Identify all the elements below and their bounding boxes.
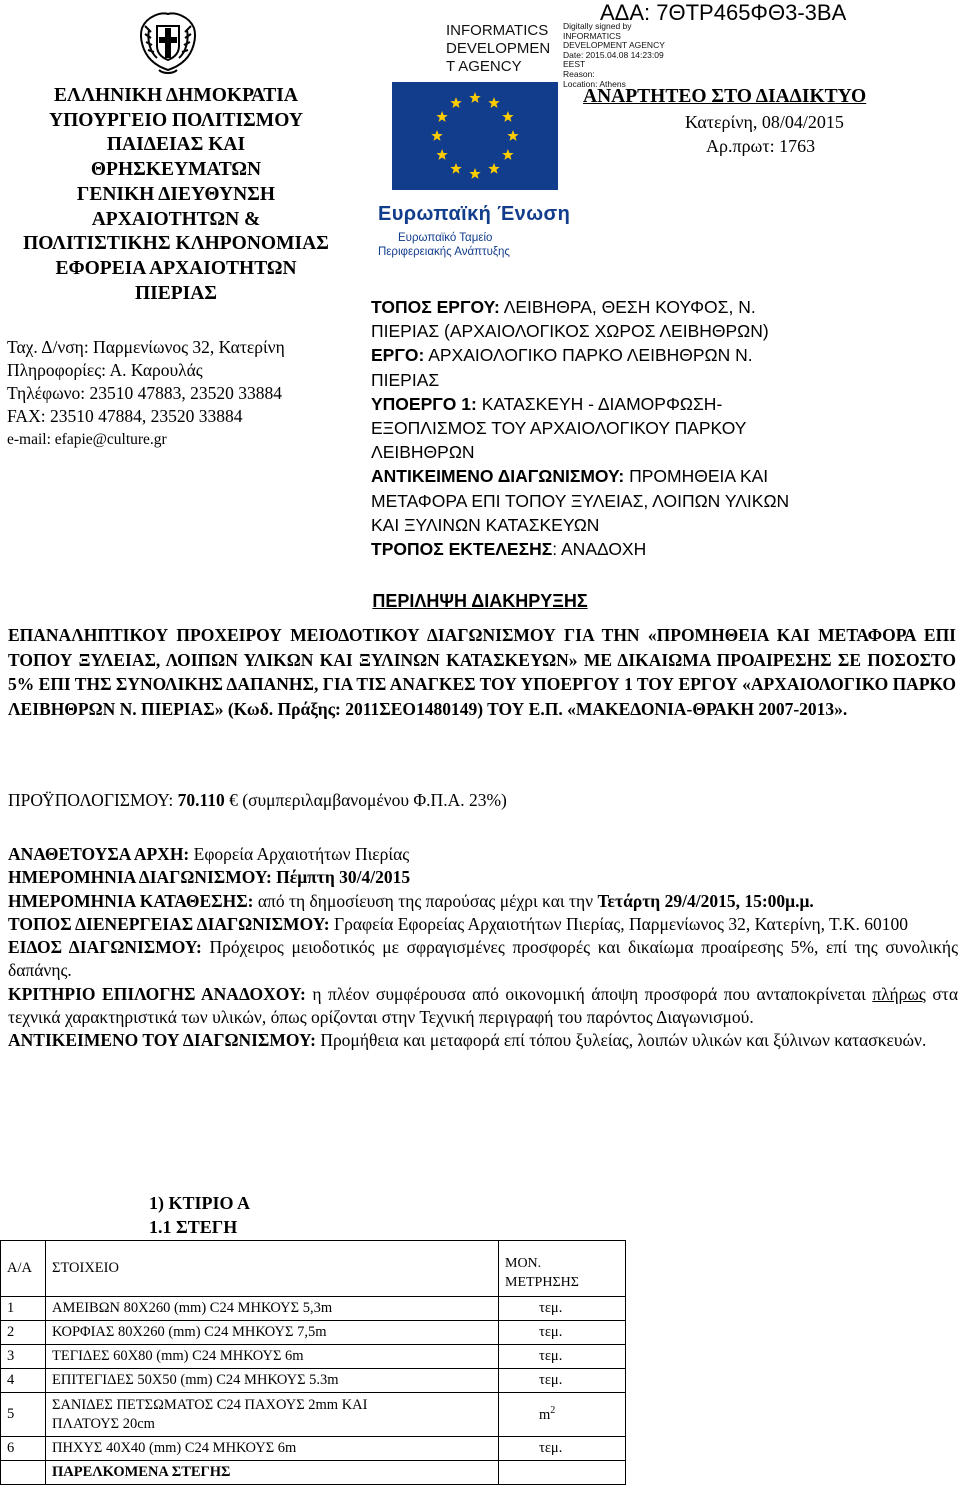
eu-logo-fund: Ευρωπαϊκό Ταμείο bbox=[398, 232, 493, 244]
authority-value: Εφορεία Αρχαιοτήτων Πιερίας bbox=[189, 844, 410, 864]
signature-name-line: DEVELOPMEN bbox=[446, 40, 551, 57]
cell-empty bbox=[499, 1461, 626, 1485]
object-value: ΠΡΟΜΗΘΕΙΑ ΚΑΙ bbox=[624, 466, 769, 487]
type-value: Πρόχειρος μειοδοτικός με σφραγισμένες προσφορές και δικαίωμα προαίρεσης 5%, επί της συνολικής δαπάνης. bbox=[8, 937, 958, 981]
cell-no: 1 bbox=[1, 1297, 46, 1321]
place-label: ΤΟΠΟΣ ΕΡΓΟΥ: bbox=[371, 297, 500, 317]
criterion-emphasis: πλήρως bbox=[872, 983, 926, 1004]
issuer-header bbox=[0, 84, 352, 306]
table-footer-row bbox=[1, 1461, 626, 1485]
issuer-line: ΕΛΛΗΝΙΚΗ ΔΗΜΟΚΡΑΤΙΑ bbox=[54, 85, 298, 106]
address: Ταχ. Δ/νση: Παρμενίωνος 32, Κατερίνη bbox=[7, 337, 285, 357]
protocol-number: Αρ.πρωτ: 1763 bbox=[706, 136, 816, 156]
header-unit-line: ΜΕΤΡΗΣΗΣ bbox=[505, 1274, 579, 1290]
cell-item: ΕΠΙΤΕΓΙΔΕΣ 50Χ50 (mm) C24 ΜΗΚΟΥΣ 5.3m bbox=[46, 1369, 499, 1393]
location-value: Γραφεία Εφορείας Αρχαιοτήτων Πιερίας, Παρμενίωνος 32, Κατερίνη, Τ.Κ. 60100 bbox=[329, 913, 908, 934]
work-label: ΕΡΓΟ: bbox=[371, 345, 425, 366]
issuer-line: ΓΕΝΙΚΗ ΔΙΕΥΘΥΝΣΗ bbox=[76, 183, 276, 205]
eu-flag-icon bbox=[392, 82, 558, 190]
document-date: Κατερίνη, 08/04/2015 bbox=[685, 112, 844, 132]
cell-no: 2 bbox=[1, 1321, 46, 1345]
posting-notice: ΑΝΑΡΤΗΤΕΟ ΣΤΟ ΔΙΑΔΙΚΤΥΟ bbox=[583, 86, 867, 107]
section-title: 1.1 ΣΤΕΓΗ bbox=[149, 1217, 238, 1237]
table-row bbox=[1, 1297, 626, 1321]
cell-item: ΚΟΡΦΙΑΣ 80Χ260 (mm) C24 ΜΗΚΟΥΣ 7,5m bbox=[46, 1321, 499, 1345]
cell-footer: ΠΑΡΕΛΚΟΜΕΝΑ ΣΤΕΓΗΣ bbox=[46, 1461, 499, 1485]
building-title: 1) ΚΤΙΡΙΟ Α bbox=[149, 1193, 251, 1213]
object-value-cont: ΚΑΙ ΞΥΛΙΝΩΝ ΚΑΤΑΣΚΕΥΩΝ bbox=[371, 514, 600, 535]
cell-no: 4 bbox=[1, 1369, 46, 1393]
issuer-line: ΥΠΟΥΡΓΕΙΟ ΠΟΛΙΤΙΣΜΟΥ bbox=[49, 109, 303, 131]
object-label-2: ΑΝΤΙΚΕΙΜΕΝΟ ΤΟΥ ΔΙΑΓΩΝΙΣΜΟΥ: bbox=[8, 1030, 316, 1051]
cell-item-line: ΠΛΑΤΟΥΣ 20cm bbox=[52, 1415, 155, 1432]
table-row bbox=[1, 1393, 626, 1437]
cell-unit: τεμ. bbox=[499, 1297, 626, 1321]
signature-name bbox=[446, 22, 550, 76]
deposit-label: ΗΜΕΡΟΜΗΝΙΑ ΚΑΤΑΘΕΣΗΣ: bbox=[8, 890, 254, 911]
issuer-line: ΠΑΙΔΕΙΑΣ ΚΑΙ bbox=[106, 134, 246, 156]
table-row bbox=[1, 1369, 626, 1393]
tender-details bbox=[8, 843, 958, 1053]
budget-rest: € (συμπεριλαμβανομένου Φ.Π.Α. 23%) bbox=[224, 790, 507, 810]
tender-date-label: ΗΜΕΡΟΜΗΝΙΑ ΔΙΑΓΩΝΙΣΜΟΥ: bbox=[8, 867, 272, 888]
phone: Τηλέφωνο: 23510 47883, 23520 33884 bbox=[7, 383, 283, 403]
place-value: ΛΕΙΒΗΘΡΑ, ΘΕΣΗ ΚΟΥΦΟΣ, Ν. bbox=[499, 297, 756, 317]
signature-detail-line: Date: 2015.04.08 14:23:09 bbox=[563, 49, 664, 60]
cell-no: 5 bbox=[1, 1393, 46, 1437]
contact-person: Πληροφορίες: Α. Καρουλάς bbox=[7, 360, 203, 380]
signature-detail-line: DEVELOPMENT AGENCY bbox=[563, 40, 665, 51]
work-value-cont: ΠΙΕΡΙΑΣ bbox=[371, 369, 440, 390]
location-label: ΤΟΠΟΣ ΔΙΕΝΕΡΓΕΙΑΣ ΔΙΑΓΩΝΙΣΜΟΥ: bbox=[8, 913, 330, 934]
cell-item: ΤΕΓΙΔΕΣ 60Χ80 (mm) C24 ΜΗΚΟΥΣ 6m bbox=[46, 1345, 499, 1369]
signature-detail-line: Location: Athens bbox=[563, 78, 626, 89]
issuer-line: ΑΡΧΑΙΟΤΗΤΩΝ & bbox=[91, 208, 261, 230]
eu-logo-fund-sub: Περιφερειακής Ανάπτυξης bbox=[378, 246, 510, 258]
table-row bbox=[1, 1345, 626, 1369]
deposit-deadline: Τετάρτη 29/4/2015, 15:00μ.μ. bbox=[597, 890, 814, 911]
budget-amount: 70.110 bbox=[177, 790, 225, 810]
signature-detail-line: Digitally signed by bbox=[563, 21, 632, 31]
cell-item: ΠΗΧΥΣ 40Χ40 (mm) C24 ΜΗΚΟΥΣ 6m bbox=[46, 1437, 499, 1461]
ada-code: ΑΔΑ: 7ΘΤΡ465ΦΘ3-3ΒΑ bbox=[600, 0, 847, 25]
deposit-value: από τη δημοσίευση της παρούσας μέχρι και την bbox=[253, 890, 598, 911]
issuer-line: ΘΡΗΣΚΕΥΜΑΤΩΝ bbox=[90, 159, 262, 181]
criterion-value: η πλέον συμφέρουσα από οικονομική άποψη προσφορά που ανταποκρίνεται bbox=[305, 983, 873, 1004]
cell-unit bbox=[499, 1393, 626, 1437]
issuer-line: ΠΙΕΡΙΑΣ bbox=[134, 282, 218, 304]
tender-description: ΕΠΑΝΑΛΗΠΤΙΚΟΥ ΠΡΟΧΕΙΡΟΥ ΜΕΙΟΔΟΤΙΚΟΥ ΔΙΑΓΩΝΙΣΜΟΥ ΓΙΑ ΤΗΝ «ΠΡΟΜΗΘΕΙΑ ΚΑΙ ΜΕΤΑΦΟΡΑ ΕΠΙ ΤΟΠΟΥ ΞΥΛΕΙΑΣ, ΛΟΙΠΩΝ ΥΛΙΚΩΝ ΚΑΙ ΞΥΛΙΝΩΝ ΚΑΤΑΣΚΕΥΩΝ» ΜΕ ΔΙΚΑΙΩΜΑ ΠΡΟΑΙΡΕΣΗΣ ΣΕ ΠΟΣΟΣΤΟ 5% ΕΠΙ ΤΗΣ ΣΥΝΟΛΙΚΗΣ ΔΑΠΑΝΗΣ, ΓΙΑ ΤΙΣ ΑΝΑΓΚΕΣ ΤΟΥ ΥΠΟΕΡΓΟΥ 1 ΤΟΥ ΕΡΓΟΥ «ΑΡΧΑΙΟΛΟΓΙΚΟ ΠΑΡΚΟ ΛΕΙΒΗΘΡΩΝ Ν. ΠΙΕΡΙΑΣ» (Κωδ. Πράξης: 2011ΣΕΟ1480149) ΤΟΥ Ε.Π. «ΜΑΚΕΔΟΝΙΑ-ΘΡΑΚΗ 2007-2013». bbox=[8, 625, 956, 719]
cell-no: 6 bbox=[1, 1437, 46, 1461]
subwork-label: ΥΠΟΕΡΓΟ 1: bbox=[371, 393, 477, 414]
header-no: Α/Α bbox=[1, 1241, 46, 1297]
cell-unit: τεμ. bbox=[499, 1437, 626, 1461]
issuer-line: ΠΟΛΙΤΙΣΤΙΚΗΣ ΚΛΗΡΟΝΟΜΙΑΣ bbox=[23, 233, 329, 255]
criterion-value-cont: στα τεχνικά χαρακτηριστικά των υλικών, όπως ορίζονται στην Τεχνική περιγραφή του παρόντος Διαγωνισμού. bbox=[8, 983, 958, 1028]
criterion-label: ΚΡΙΤΗΡΙΟ ΕΠΙΛΟΓΗΣ ΑΝΑΔΟΧΟΥ: bbox=[8, 983, 306, 1004]
table-header-row bbox=[1, 1241, 626, 1297]
header-unit bbox=[499, 1241, 626, 1297]
greek-coat-of-arms-icon bbox=[133, 8, 203, 78]
cell-item-line: ΣΑΝΙΔΕΣ ΠΕΤΣΩΜΑΤΟΣ C24 ΠΑΧΟΥΣ 2mm ΚΑΙ bbox=[52, 1396, 368, 1413]
budget-line bbox=[8, 790, 507, 811]
table-row bbox=[1, 1321, 626, 1345]
cell-empty bbox=[1, 1461, 46, 1485]
contact-info bbox=[7, 336, 285, 451]
object-value-cont: ΜΕΤΑΦΟΡΑ ΕΠΙ ΤΟΠΟΥ ΞΥΛΕΙΑΣ, ΛΟΙΠΩΝ ΥΛΙΚΩΝ bbox=[371, 490, 790, 511]
cell-item: ΑΜΕΙΒΩΝ 80Χ260 (mm) C24 ΜΗΚΟΥΣ 5,3m bbox=[46, 1297, 499, 1321]
eu-logo-title: Ευρωπαϊκή Ένωση bbox=[378, 203, 571, 225]
cell-unit: τεμ. bbox=[499, 1345, 626, 1369]
header-item: ΣΤΟΙΧΕΙΟ bbox=[46, 1241, 499, 1297]
materials-table bbox=[0, 1240, 626, 1485]
signature-name-line: T AGENCY bbox=[446, 58, 522, 75]
subwork-value: ΚΑΤΑΣΚΕΥΗ - ΔΙΑΜΟΡΦΩΣΗ- bbox=[476, 393, 723, 414]
method-label: ΤΡΟΠΟΣ ΕΚΤΕΛΕΣΗΣ bbox=[371, 539, 553, 560]
signature-details bbox=[563, 22, 665, 89]
email-link[interactable]: e-mail: efapie@culture.gr bbox=[7, 431, 167, 448]
object-value-2: Προμήθεια και μεταφορά επί τόπου ξυλείας, λοιπών υλικών και ξύλινων κατασκευών. bbox=[315, 1030, 927, 1051]
cell-unit: τεμ. bbox=[499, 1369, 626, 1393]
subwork-value-cont: ΕΞΟΠΛΙΣΜΟΣ ΤΟΥ ΑΡΧΑΙΟΛΟΓΙΚΟΥ ΠΑΡΚΟΥ bbox=[371, 418, 747, 439]
place-value-cont: ΠΙΕΡΙΑΣ (ΑΡΧΑΙΟΛΟΓΙΚΟΣ ΧΩΡΟΣ ΛΕΙΒΗΘΡΩΝ) bbox=[371, 321, 769, 342]
work-value: ΑΡΧΑΙΟΛΟΓΙΚΟ ΠΑΡΚΟ ΛΕΙΒΗΘΡΩΝ Ν. bbox=[424, 345, 753, 366]
cell-unit-value: m bbox=[539, 1406, 551, 1423]
tender-date-value: Πέμπτη 30/4/2015 bbox=[271, 867, 411, 888]
authority-label: ΑΝΑΘΕΤΟΥΣΑ ΑΡΧΗ: bbox=[8, 844, 190, 864]
cell-item bbox=[46, 1393, 499, 1437]
signature-detail-line: EEST bbox=[563, 59, 586, 70]
summary-heading: ΠΕΡΙΛΗΨΗ ΔΙΑΚΗΡΥΞΗΣ bbox=[372, 591, 588, 611]
cell-no: 3 bbox=[1, 1345, 46, 1369]
cell-unit-sup: 2 bbox=[550, 1405, 556, 1417]
issuer-line: ΕΦΟΡΕΙΑ ΑΡΧΑΙΟΤΗΤΩΝ bbox=[55, 257, 297, 279]
signature-name-line: INFORMATICS bbox=[446, 22, 549, 39]
fax: FAX: 23510 47884, 23520 33884 bbox=[7, 406, 243, 426]
signature-detail-line: INFORMATICS bbox=[563, 30, 621, 41]
header-unit-line: ΜΟΝ. bbox=[505, 1255, 542, 1271]
method-value: : ΑΝΑΔΟΧΗ bbox=[552, 539, 647, 560]
object-label: ΑΝΤΙΚΕΙΜΕΝΟ ΔΙΑΓΩΝΙΣΜΟΥ: bbox=[371, 466, 625, 487]
project-info bbox=[371, 295, 951, 561]
budget-label: ΠΡΟΫΠΟΛΟΓΙΣΜΟΥ: bbox=[8, 790, 178, 810]
table-row bbox=[1, 1437, 626, 1461]
type-label: ΕΙΔΟΣ ΔΙΑΓΩΝΙΣΜΟΥ: bbox=[8, 937, 202, 958]
signature-detail-line: Reason: bbox=[563, 68, 595, 79]
subwork-value-cont: ΛΕΙΒΗΘΡΩΝ bbox=[371, 442, 475, 463]
cell-unit: τεμ. bbox=[499, 1321, 626, 1345]
